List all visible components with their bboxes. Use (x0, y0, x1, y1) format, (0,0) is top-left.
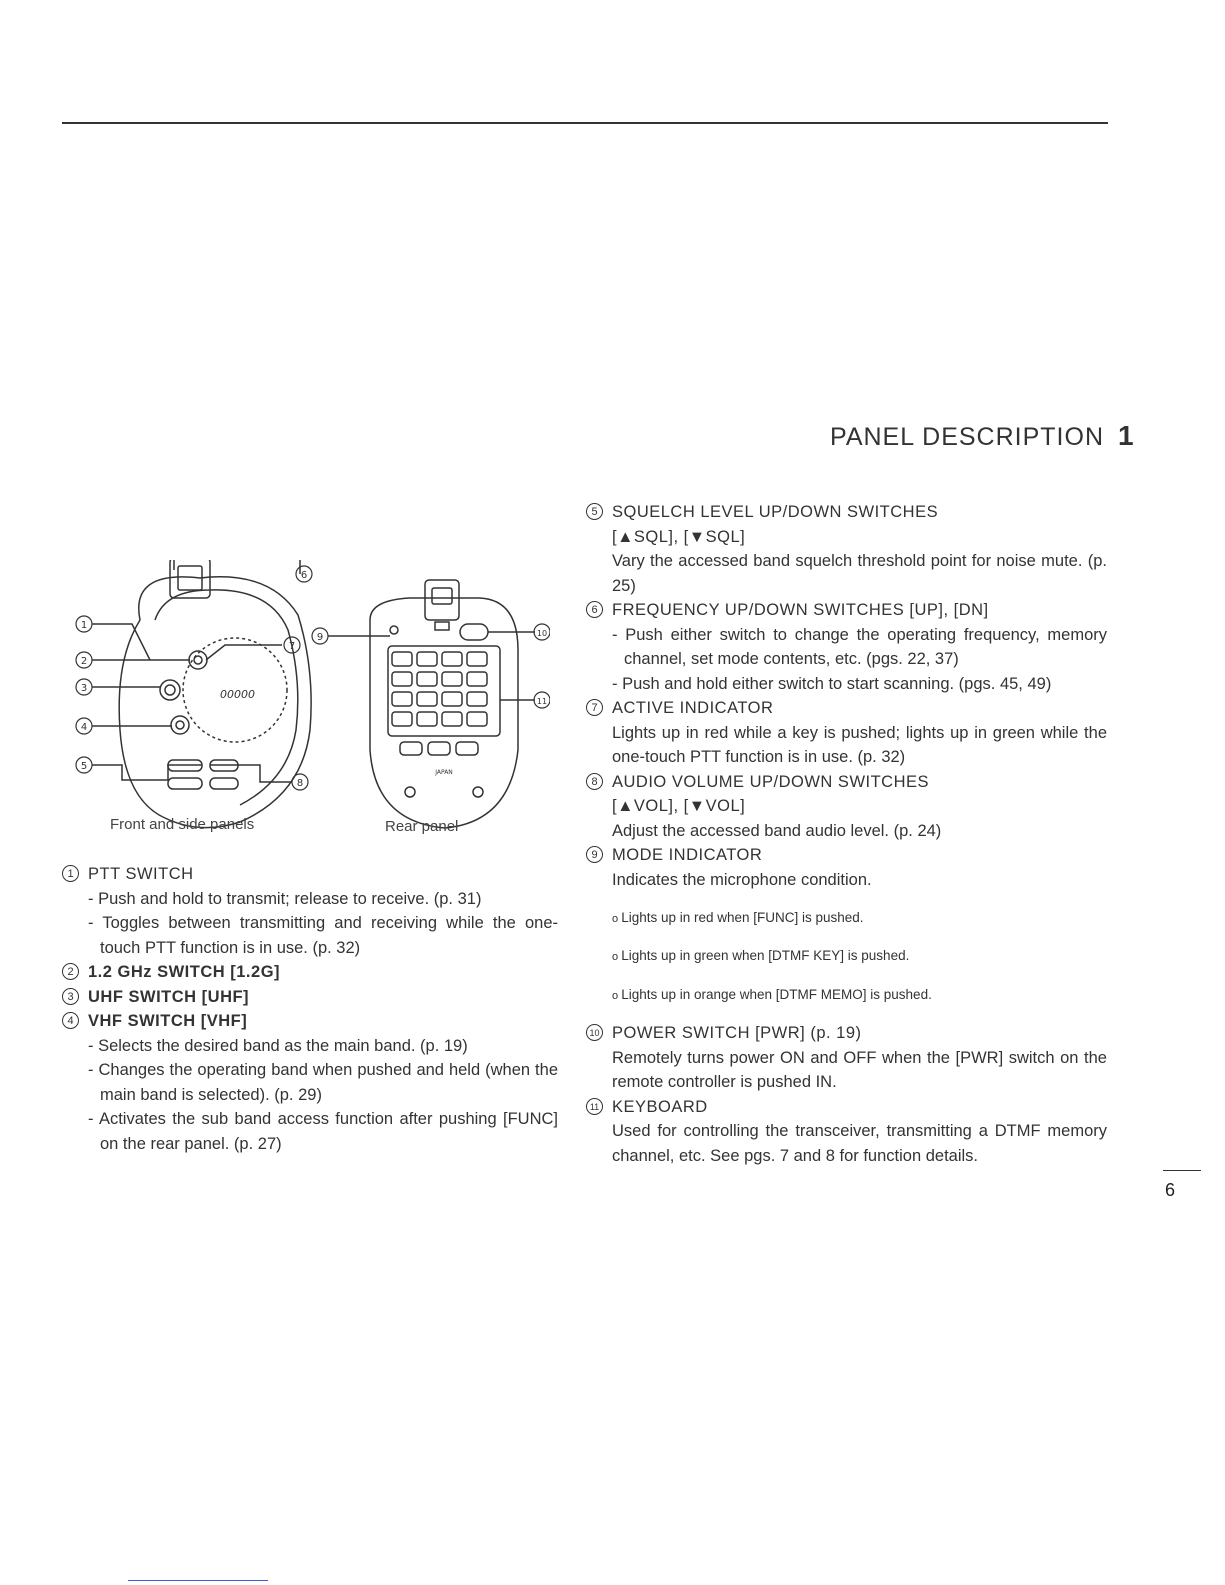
item-bullet: - Push and hold to transmit; release to receive. (p. 31) (88, 889, 482, 908)
svg-text:8: 8 (296, 778, 304, 789)
panel-illustration (70, 560, 550, 840)
item-title: MODE INDICATOR (612, 846, 763, 864)
item-title: UHF SWITCH [UHF] (88, 987, 250, 1006)
item-number: 10 (586, 1024, 603, 1041)
chapter-number: 1 (1118, 420, 1135, 451)
item-title: KEYBOARD (612, 1097, 708, 1116)
item-keyboard (589, 1095, 1107, 1169)
item-number: 9 (586, 846, 603, 863)
panel-figure (70, 560, 550, 840)
page-number: 6 (1165, 1180, 1176, 1200)
item-title: PTT SWITCH (88, 865, 194, 883)
item-small-bullet: o Lights up in red when [FUNC] is pushed. (612, 906, 1107, 931)
top-rule (62, 122, 1108, 124)
item-power-switch (589, 1021, 1107, 1095)
item-number: 2 (62, 963, 79, 980)
svg-text:9: 9 (316, 632, 324, 643)
item-bullet: - Push and hold either switch to start scanning. (pgs. 45, 49) (612, 674, 1052, 693)
item-1-2ghz-switch (67, 960, 558, 985)
item-ptt-switch (67, 862, 558, 960)
item-uhf-switch (67, 985, 558, 1010)
svg-text:5: 5 (80, 761, 88, 772)
item-number: 7 (586, 699, 603, 716)
page-header (830, 420, 1135, 452)
item-subtitle: [▲SQL], [▼SQL] (612, 527, 746, 546)
item-bullet: - Changes the operating band when pushed and held (when the main band is selected). (p. 29) (88, 1061, 558, 1104)
bottom-link-underline (128, 1580, 268, 1581)
svg-text:10: 10 (536, 629, 548, 638)
item-number: 11 (586, 1098, 603, 1115)
item-description: Used for controlling the transceiver, transmitting a DTMF memory channel, etc. See pgs. 7 and 8 for function details. (612, 1122, 1107, 1165)
item-description: Adjust the accessed band audio level. (p. 24) (612, 821, 942, 840)
item-number: 6 (586, 601, 603, 618)
keyboard-keys (392, 652, 487, 755)
item-bullet: - Selects the desired band as the main band. (p. 19) (88, 1036, 468, 1055)
svg-text:11: 11 (536, 697, 548, 706)
left-column (67, 862, 558, 1156)
svg-text:3: 3 (80, 683, 88, 694)
item-small-bullet: o Lights up in green when [DTMF KEY] is pushed. (612, 944, 1107, 969)
item-active-indicator (591, 696, 1107, 770)
item-volume-switches (591, 770, 1107, 844)
item-mode-indicator (591, 843, 1107, 1008)
japan-label: JAPAN (435, 769, 453, 776)
dial-text: 00000 (220, 688, 255, 701)
item-title: FREQUENCY UP/DOWN SWITCHES [UP], [DN] (612, 601, 989, 619)
item-small-bullet: o Lights up in orange when [DTMF MEMO] is pushed. (612, 983, 1107, 1008)
section-title: PANEL DESCRIPTION (830, 423, 1104, 451)
figure-caption-front: Front and side panels (110, 816, 255, 833)
item-number: 1 (62, 865, 79, 882)
item-number: 8 (586, 773, 603, 790)
item-title: POWER SWITCH [PWR] (p. 19) (612, 1024, 862, 1042)
item-number: 3 (62, 988, 79, 1005)
page-number-rule (1163, 1170, 1201, 1171)
item-description: Indicates the microphone condition. (612, 870, 872, 889)
right-column (589, 500, 1107, 1168)
side-btn-4 (210, 778, 238, 789)
svg-text:6: 6 (300, 570, 308, 581)
item-title: 1.2 GHz SWITCH [1.2G] (88, 963, 281, 981)
item-bullet: - Push either switch to change the operating frequency, memory channel, set mode contents, etc. (pgs. 22, 37) (612, 625, 1107, 668)
keyboard-area (388, 646, 500, 736)
item-bullet: - Toggles between transmitting and receiving while the one-touch PTT function is in use. (p. 32) (88, 914, 558, 957)
pwr-switch (460, 624, 488, 640)
figure-caption-rear: Rear panel (385, 818, 459, 835)
item-vhf-switch (67, 1009, 558, 1156)
item-description: Remotely turns power ON and OFF when the [PWR] switch on the remote controller is pushed IN. (612, 1048, 1107, 1091)
item-number: 4 (62, 1012, 79, 1029)
item-title: AUDIO VOLUME UP/DOWN SWITCHES (612, 772, 930, 791)
item-squelch-switches (591, 500, 1107, 598)
item-description: Lights up in red while a key is pushed; lights up in green while the one-touch PTT function is in use. (p. 32) (612, 723, 1107, 766)
item-title: ACTIVE INDICATOR (612, 699, 774, 717)
svg-text:7: 7 (288, 641, 296, 652)
svg-text:2: 2 (80, 656, 88, 667)
item-frequency-switches (591, 598, 1107, 696)
vhf-button (171, 716, 189, 734)
front-body-outline (119, 577, 311, 828)
svg-text:4: 4 (80, 722, 88, 733)
uhf-button (160, 680, 180, 700)
rear-clip (425, 580, 459, 620)
side-btn-2 (168, 778, 202, 789)
item-description: Vary the accessed band squelch threshold point for noise mute. (p. 25) (612, 552, 1107, 595)
item-title: SQUELCH LEVEL UP/DOWN SWITCHES (612, 503, 939, 521)
item-bullet: - Activates the sub band access function after pushing [FUNC] on the rear panel. (p. 27) (88, 1110, 558, 1153)
item-title: VHF SWITCH [VHF] (88, 1012, 248, 1030)
mode-indicator-lens (390, 626, 398, 634)
item-number: 5 (586, 503, 603, 520)
item-subtitle: [▲VOL], [▼VOL] (612, 797, 746, 815)
svg-text:1: 1 (80, 620, 88, 631)
